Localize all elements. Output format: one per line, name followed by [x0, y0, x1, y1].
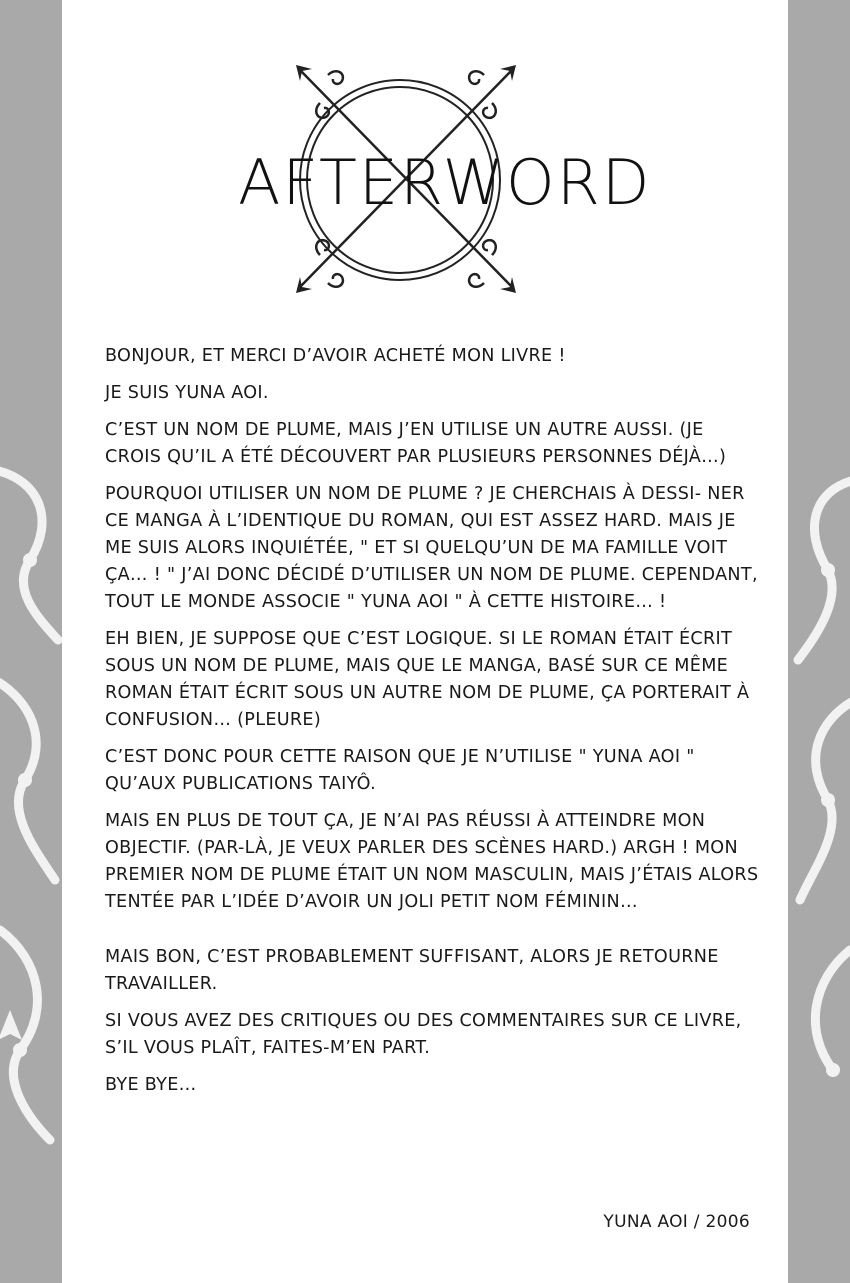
author-signature: YUNA AOI / 2006 — [603, 1212, 750, 1232]
left-ornament-border — [0, 0, 62, 1283]
right-flourish-icon — [788, 0, 850, 1283]
paragraph: SI VOUS AVEZ DES CRITIQUES OU DES COMMENTAIRES SUR CE LIVRE, S’IL VOUS PLAÎT, FAITES-M’EN PART. — [105, 1011, 742, 1058]
page-title: AFTERWORD — [238, 146, 652, 219]
paragraph: MAIS EN PLUS DE TOUT ÇA, JE N’AI PAS RÉUSSI À ATTEINDRE MON OBJECTIF. (PAR-LÀ, JE VEUX PARLER DES SCÈNES HARD.) ARGH ! MON PREMIER NOM DE PLUME ÉTAIT UN NOM MASCULIN, MAIS J’ÉTAIS ALORS TENTÉE PAR L’IDÉE D’AVOIR UN JOLI PETIT NOM FÉMININ… — [105, 811, 759, 912]
afterword-body — [105, 343, 765, 1109]
paragraph: POURQUOI UTILISER UN NOM DE PLUME ? JE CHERCHAIS À DESSI- NER CE MANGA À L’IDENTIQUE DU ROMAN, QUI EST ASSEZ HARD. MAIS JE ME SUIS ALORS INQUIÉTÉE, " ET SI QUELQU’UN DE MA FAMILLE VOIT ÇA… ! " J’AI DONC DÉCIDÉ D’UTILISER UN NOM DE PLUME. CEPENDANT, TOUT LE MONDE ASSOCIE " YUNA AOI " À CETTE HISTOIRE… ! — [105, 484, 758, 612]
paragraph: C’EST UN NOM DE PLUME, MAIS J’EN UTILISE UN AUTRE AUSSI. (JE CROIS QU’IL A ÉTÉ DÉCOUVERT PAR PLUSIEURS PERSONNES DÉJÀ…) — [105, 420, 727, 467]
paragraph: EH BIEN, JE SUPPOSE QUE C’EST LOGIQUE. SI LE ROMAN ÉTAIT ÉCRIT SOUS UN NOM DE PLUME, MAIS QUE LE MANGA, BASÉ SUR CE MÊME ROMAN ÉTAIT ÉCRIT SOUS UN AUTRE NOM DE PLUME, ÇA PORTERAIT À CONFUSION… (PLEURE) — [105, 629, 750, 730]
paragraph: JE SUIS YUNA AOI. — [105, 383, 269, 403]
paragraph: BONJOUR, ET MERCI D’AVOIR ACHETÉ MON LIVRE ! — [105, 346, 566, 366]
paragraph: C’EST DONC POUR CETTE RAISON QUE JE N’UTILISE " YUNA AOI " QU’AUX PUBLICATIONS TAIYÔ. — [105, 747, 695, 794]
left-flourish-icon — [0, 0, 62, 1283]
right-ornament-border — [788, 0, 850, 1283]
paragraph: BYE BYE… — [105, 1075, 197, 1095]
paragraph: MAIS BON, C’EST PROBABLEMENT SUFFISANT, ALORS JE RETOURNE TRAVAILLER. — [105, 947, 719, 994]
